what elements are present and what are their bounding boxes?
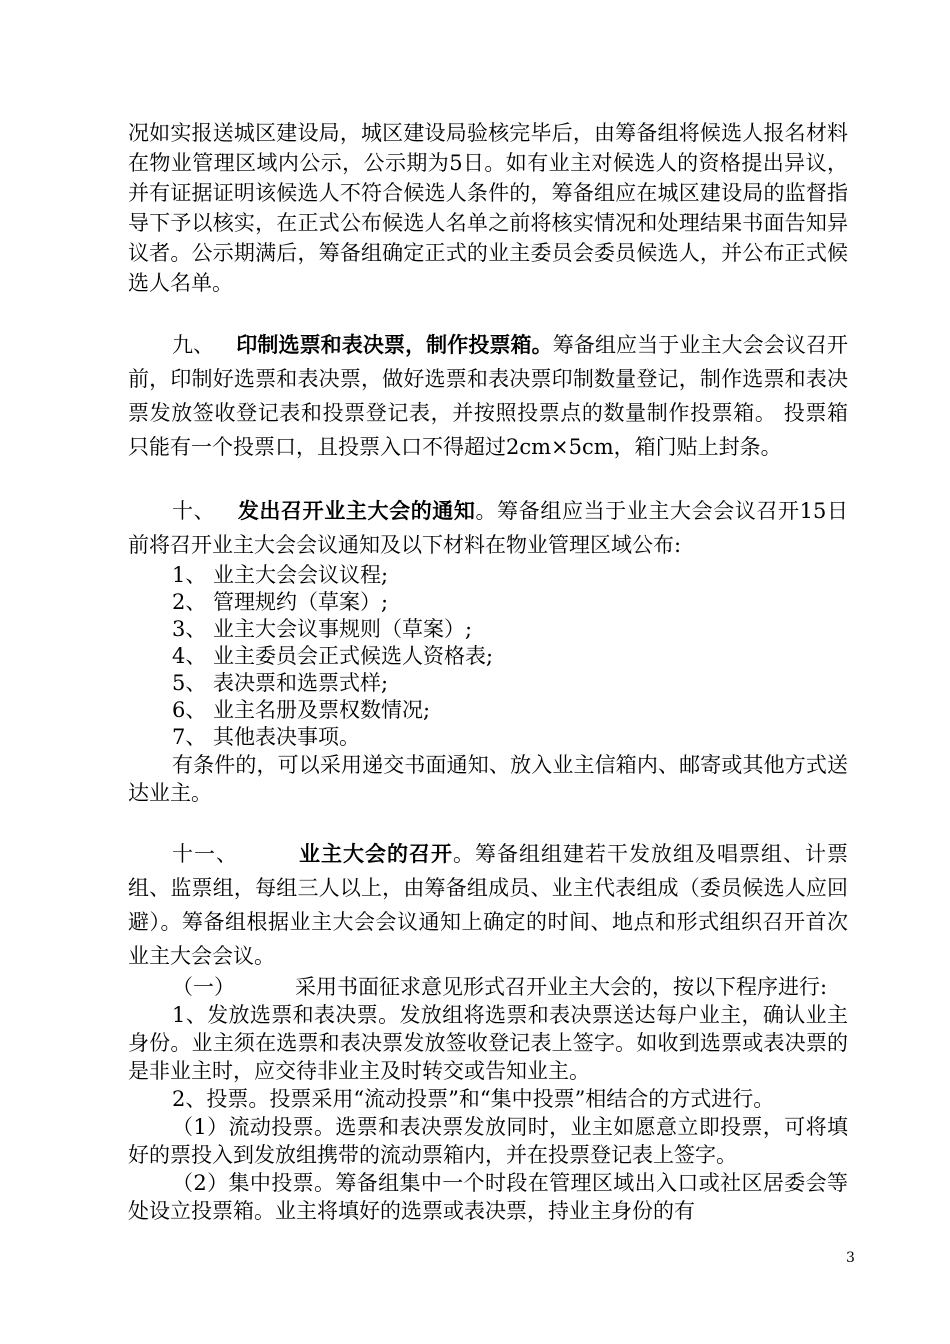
intro-paragraph: 况如实报送城区建设局，城区建设局验核完毕后，由筹备组将候选人报名材料在物业管理区域内公示，公示期为5日。如有业主对候选人的资格提出异议，并有证据证明该候选人不符合候选人条件的，筹备组应在城区建设局的监督指导下予以核实，在正式公布候选人名单之前将核实情况和处理结果书面告知异议者。公示期满后，筹备组确定正式的业主委员会委员候选人，并公布正式候选人名单。 [128, 121, 848, 295]
section-9-number: 九、 [172, 333, 215, 357]
page-number: 3 [846, 1250, 855, 1266]
section-9 [128, 328, 848, 464]
section-9-body: 筹备组应当于业主大会会议召开前，印制好选票和表决票，做好选票和表决票印制数量登记，制作选票和表决票发放签收登记表和投票登记表，并按照投票点的数量制作投票箱。 投票箱只能有一个投票口，且投票入口不得超过2cm×5cm，箱门贴上封条。 [128, 333, 849, 459]
section-10-note: 有条件的，可以采用递交书面通知、放入业主信箱内、邮寄或其他方式送达业主。 [128, 753, 848, 805]
subsection-1-text: 采用书面征求意见形式召开业主大会的，按以下程序进行: [295, 975, 828, 999]
section-10-body: 。筹备组应当于业主大会会议召开15日前将召开业主大会会议通知及以下材料在物业管理区域公布: [128, 499, 848, 557]
list-item: 7、 其他表决事项。 [172, 725, 361, 749]
section-10-list [128, 562, 848, 751]
section-11 [128, 837, 848, 973]
paragraph-mobile-vote: （1）流动投票。选票和表决票发放同时，业主如愿意立即投票，可将填好的票投入到发放组携带的流动票箱内，并在投票登记表上签字。 [128, 1115, 848, 1167]
list-item: 6、 业主名册及票权数情况; [172, 698, 431, 722]
section-11-body: 。筹备组组建若干发放组及唱票组、计票组、监票组，每组三人以上，由筹备组成员、业主代表组成（委员候选人应回避）。筹备组根据业主大会会议通知上确定的时间、地点和形式组织召开首次业主大会会议。 [128, 842, 848, 968]
list-item: 2、 管理规约（草案）; [172, 590, 389, 614]
document-body [128, 118, 848, 1225]
section-10 [128, 494, 848, 562]
subsection-1-number: （一） [172, 975, 235, 999]
list-item: 3、 业主大会议事规则（草案）; [172, 617, 473, 641]
list-item: 5、 表决票和选票式样; [172, 671, 389, 695]
section-11-title: 业主大会的召开 [298, 841, 453, 866]
section-10-number: 十、 [172, 499, 216, 523]
paragraph-vote: 2、投票。投票采用“流动投票”和“集中投票”相结合的方式进行。 [172, 1087, 775, 1111]
subsection-1 [128, 973, 848, 1001]
list-item: 1、 业主大会会议议程; [172, 563, 389, 587]
section-10-title: 发出召开业主大会的通知 [237, 498, 476, 523]
paragraph-distribute: 1、发放选票和表决票。发放组将选票和表决票送达每户业主，确认业主身份。业主须在选票和表决票发放签收登记表上签字。如收到选票或表决票的是非业主时，应交待非业主及时转交或告知业主。 [128, 1003, 848, 1083]
list-item: 4、 业主委员会正式候选人资格表; [172, 644, 494, 668]
section-9-title: 印制选票和表决票，制作投票箱。 [236, 332, 553, 357]
paragraph-central-vote: （2）集中投票。筹备组集中一个时段在管理区域出入口或社区居委会等处设立投票箱。业主将填好的选票或表决票，持业主身份的有 [128, 1171, 848, 1223]
section-11-number: 十一、 [172, 842, 238, 866]
